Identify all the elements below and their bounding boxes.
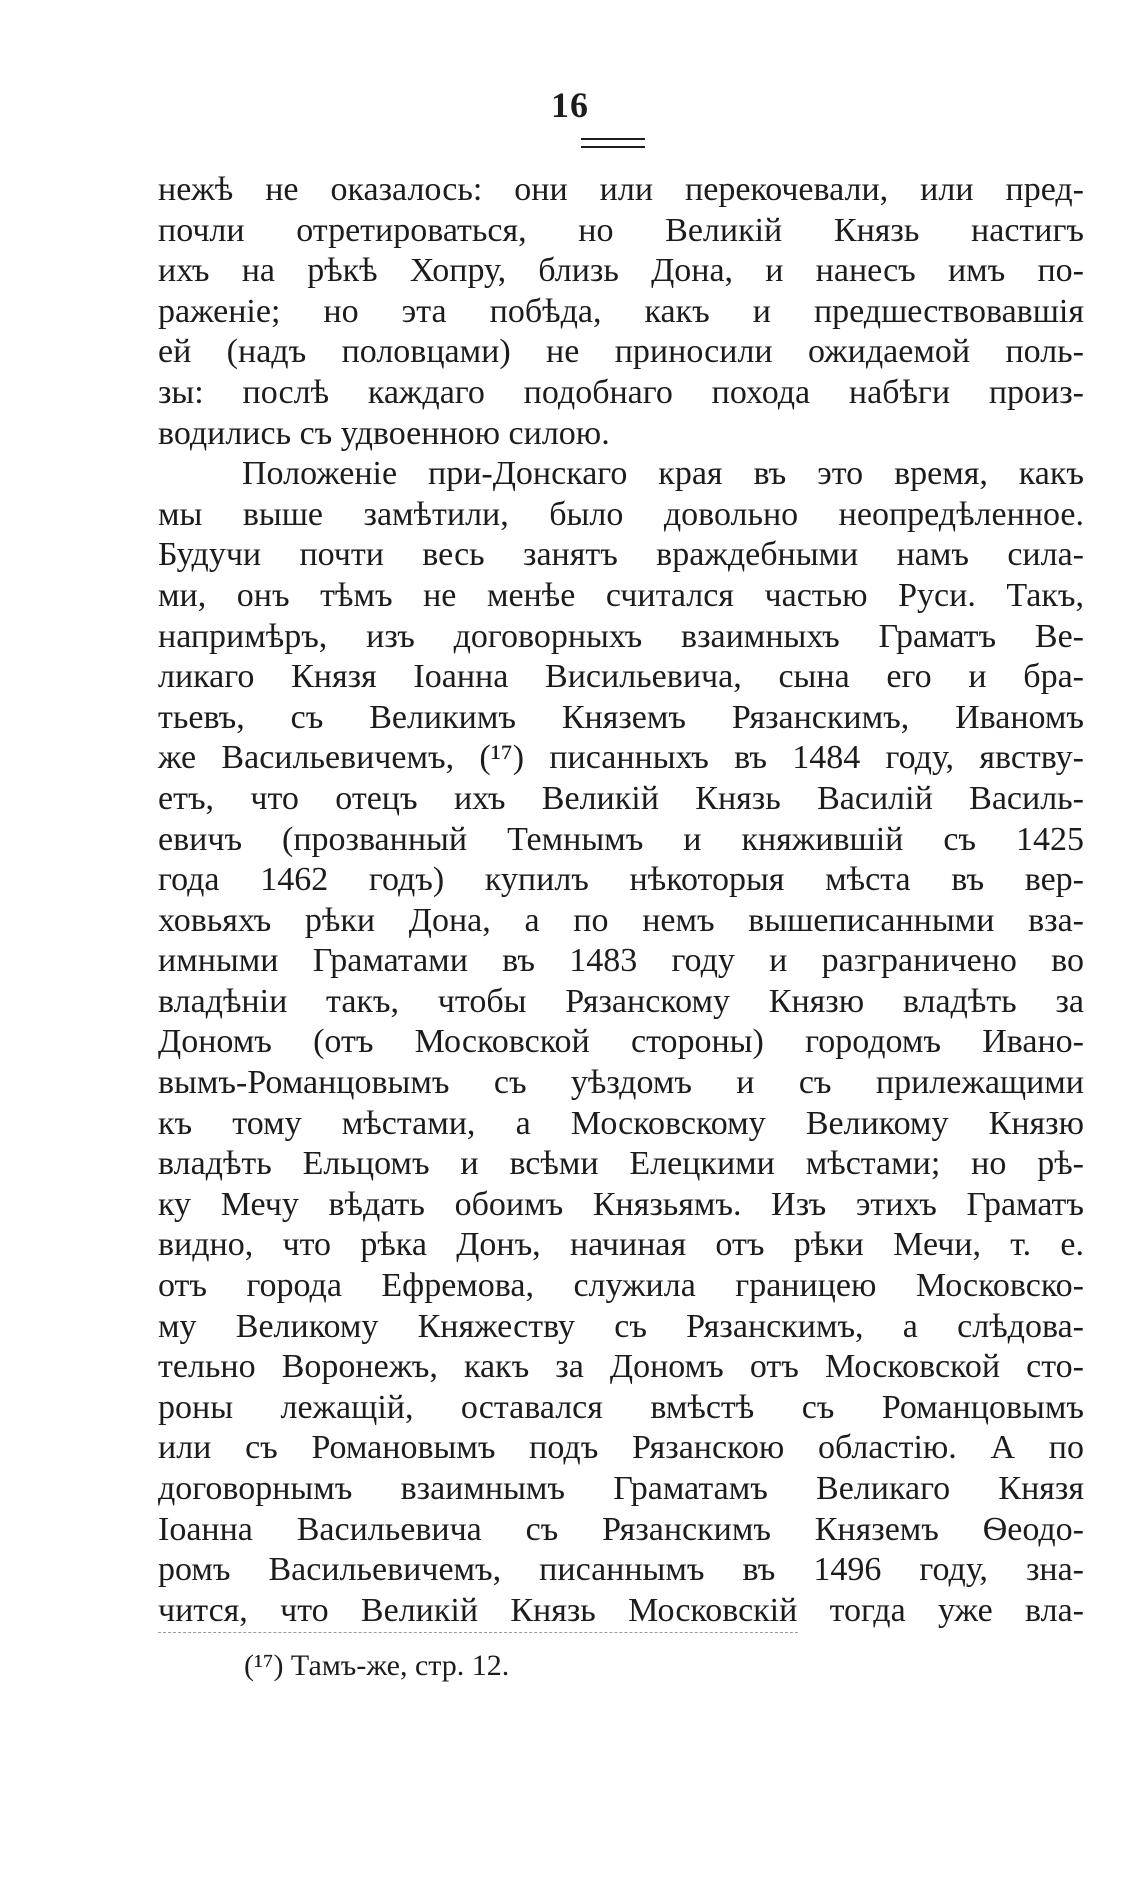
body-text (158, 170, 1084, 1631)
text-line: ми, онъ тѣмъ не менѣе считался частью Руси. Такъ, (158, 576, 1084, 614)
page-number-underline (581, 138, 645, 148)
text-line: къ тому мѣстами, а Московскому Великому Князю (158, 1104, 1084, 1142)
text-line: отъ города Ефремова, служила границею Московско- (158, 1267, 1084, 1305)
text-line: мы выше замѣтили, было довольно неопредѣленное. (158, 495, 1084, 533)
text-line: или съ Романовымъ подъ Рязанскою областію. А по (158, 1429, 1084, 1467)
text-line: етъ, что отецъ ихъ Великій Князь Василій Василь- (158, 779, 1084, 817)
text-line: роны лежащій, оставался вмѣстѣ съ Романцовымъ (158, 1388, 1084, 1426)
text-line: зы: послѣ каждаго подобнаго похода набѣги произ- (158, 373, 1084, 411)
text-line: Дономъ (отъ Московской стороны) городомъ Ивано- (158, 1023, 1084, 1061)
footnote: (¹⁷) Тамъ-же, стр. 12. (244, 1649, 510, 1682)
text-line: вымъ-Романцовымъ съ уѣздомъ и съ прилежащими (158, 1064, 1084, 1102)
text-line: владѣніи такъ, чтобы Рязанскому Князю владѣть за (158, 982, 1084, 1020)
text-line: тельно Воронежъ, какъ за Дономъ отъ Московской сто- (158, 1348, 1084, 1386)
text-line: му Великому Княжеству съ Рязанскимъ, а слѣдова- (158, 1307, 1084, 1345)
text-line: нежѣ не оказалось: они или перекочевали, или пред- (158, 171, 1084, 208)
text-line: тьевъ, съ Великимъ Княземъ Рязанскимъ, Иваномъ (158, 698, 1084, 736)
text-line: ховьяхъ рѣки Дона, а по немъ вышеписанными вза- (158, 901, 1084, 939)
text-line: видно, что рѣка Донъ, начиная отъ рѣки Мечи, т. е. (158, 1226, 1084, 1264)
text-line: имными Граматами въ 1483 году и разграничено во (158, 942, 1084, 980)
text-line: Іоанна Васильевича съ Рязанскимъ Княземъ Ѳеодо- (158, 1510, 1084, 1548)
text-line: чится, что Великій Князь Московскій тогда уже вла- (158, 1591, 1084, 1629)
text-line: ку Мечу вѣдать обоимъ Князьямъ. Изъ этихъ Граматъ (158, 1185, 1084, 1223)
text-line: почли отретироваться, но Великій Князь настигъ (158, 211, 1084, 249)
text-line: ей (надъ половцами) не приносили ожидаемой поль- (158, 333, 1084, 371)
text-line: евичъ (прозванный Темнымъ и княжившій съ 1425 (158, 820, 1084, 858)
text-line: владѣть Ельцомъ и всѣми Елецкими мѣстами; но рѣ- (158, 1145, 1084, 1183)
text-line: ликаго Князя Іоанна Висильевича, сына его и бра- (158, 658, 1084, 696)
text-line: года 1462 годъ) купилъ нѣкоторыя мѣста въ вер- (158, 861, 1084, 899)
text-line: же Васильевичемъ, (¹⁷) писанныхъ въ 1484 году, явству- (158, 739, 1084, 777)
text-line: договорнымъ взаимнымъ Граматамъ Великаго Князя (158, 1470, 1084, 1507)
page-number: 16 (551, 85, 589, 125)
paragraph-start-line: Положеніе при-Донскаго края въ это время, какъ (242, 455, 1084, 493)
footnote-separator (158, 1632, 798, 1633)
text-line: раженіе; но эта побѣда, какъ и предшествовавшія (158, 292, 1084, 330)
text-line: ихъ на рѣкѣ Хопру, близь Дона, и нанесъ имъ по- (158, 252, 1084, 290)
text-line: Будучи почти весь занятъ враждебными намъ сила- (158, 536, 1084, 574)
text-line: водились съ удвоенною силою. (158, 414, 610, 452)
text-line: ромъ Васильевичемъ, писаннымъ въ 1496 году, зна- (158, 1551, 1084, 1589)
text-line: напримѣръ, изъ договорныхъ взаимныхъ Граматъ Ве- (158, 617, 1084, 655)
